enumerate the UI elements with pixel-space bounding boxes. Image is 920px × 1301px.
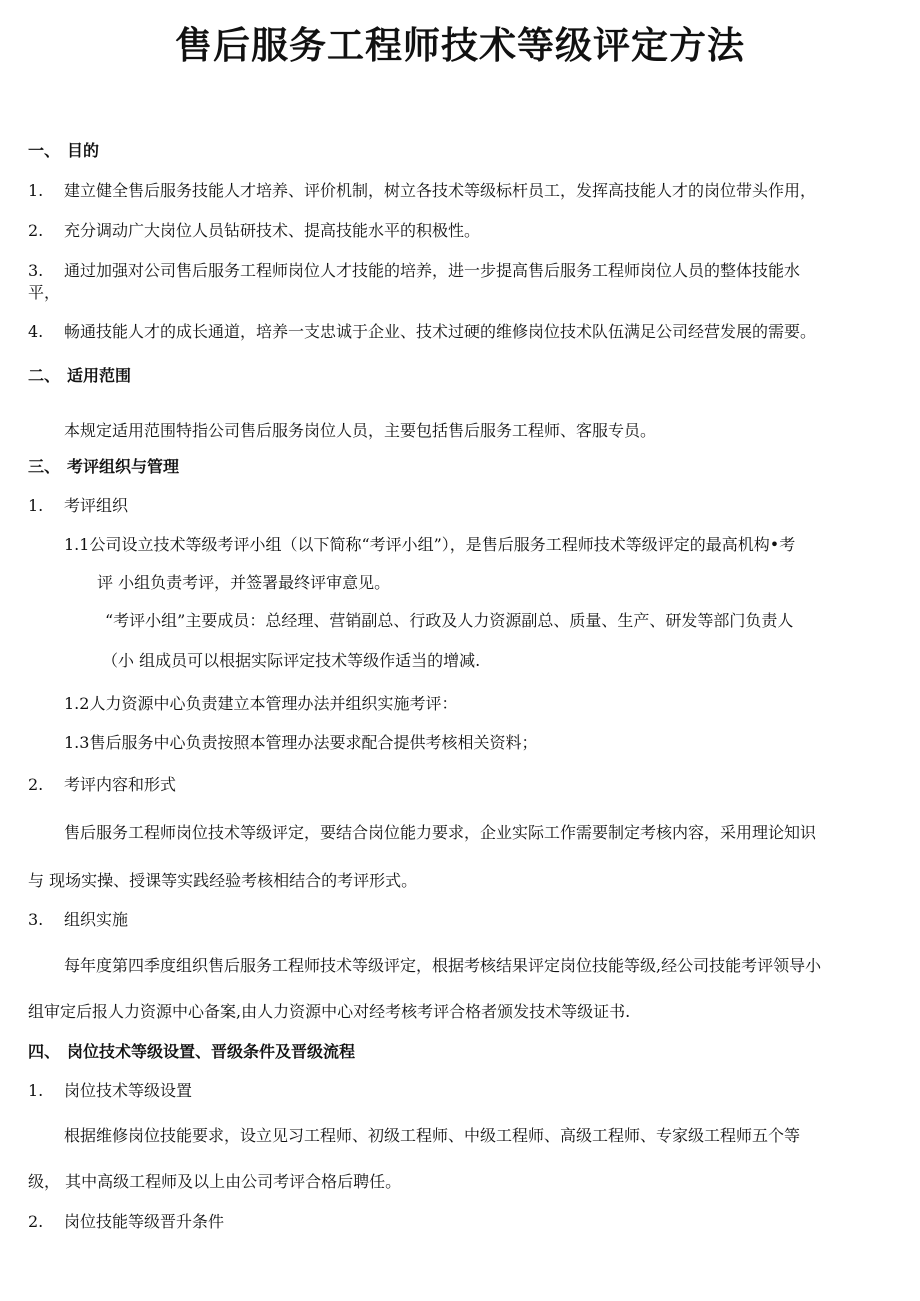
subsection-number: 2.: [28, 1212, 44, 1231]
subsection-title: 岗位技术等级设置: [64, 1081, 193, 1100]
section-2-paragraph: 本规定适用范围特指公司售后服务岗位人员，主要包括售后服务工程师、客服专员。: [64, 421, 657, 440]
list-item-number: 2.: [28, 221, 44, 240]
subsection-heading: [28, 1081, 192, 1101]
clause-1-1-line: 1.1公司设立技术等级考评小组（以下简称“考评小组”），是售后服务工程师技术等级评定的最高机构•考: [64, 535, 796, 554]
section-4-heading: [28, 1042, 355, 1062]
section-1-title: 目的: [67, 141, 100, 160]
list-item-text: 畅通技能人才的成长通道，培养一支忠诚于企业、技术过硬的维修岗位技术队伍满足公司经营发展的需要。: [64, 322, 817, 341]
subsection-heading: [28, 496, 128, 516]
list-item-continuation: 平，: [28, 283, 61, 302]
list-item-number: 4.: [28, 322, 44, 341]
paragraph-line: 售后服务工程师岗位技术等级评定，要结合岗位能力要求，企业实际工作需要制定考核内容，采用理论知识: [64, 823, 817, 842]
subsection-number: 1.: [28, 1081, 44, 1100]
page-title: 售后服务工程师技术等级评定方法: [175, 24, 745, 67]
subsection-title: 岗位技能等级晋升条件: [64, 1212, 225, 1231]
paragraph-line: 与 现场实操、授课等实践经验考核相结合的考评形式。: [28, 871, 418, 890]
section-2-title: 适用范围: [67, 366, 132, 385]
subsection-title: 组织实施: [64, 910, 129, 929]
clause-1-1-line: 评 小组负责考评，并签署最终评审意见。: [97, 573, 391, 592]
subsection-number: 2.: [28, 775, 44, 794]
list-item-number: 1.: [28, 181, 44, 200]
list-item-text: 通过加强对公司售后服务工程师岗位人才技能的培养，进一步提高售后服务工程师岗位人员的整体技能水: [64, 261, 801, 280]
section-1-number: 一、: [28, 141, 61, 160]
list-item-text: 建立健全售后服务技能人才培养、评价机制，树立各技术等级标杆员工，发挥高技能人才的岗位带头作用，: [64, 181, 817, 200]
clause-1-2: 1.2人力资源中心负责建立本管理办法并组织实施考评：: [64, 694, 458, 713]
paragraph-line: 每年度第四季度组织售后服务工程师技术等级评定，根据考核结果评定岗位技能等级,经公司技能考评领导小: [64, 956, 822, 975]
members-line: “考评小组”主要成员：总经理、营销副总、行政及人力资源副总、质量、生产、研发等部门负责人: [105, 611, 794, 630]
section-2-number: 二、: [28, 366, 61, 385]
section-4-number: 四、: [28, 1042, 61, 1061]
section-1-heading: [28, 141, 99, 161]
list-item: [28, 322, 816, 342]
section-3-heading: [28, 457, 179, 477]
subsection-heading: [28, 1212, 224, 1232]
members-line: （小 组成员可以根据实际评定技术等级作适当的增减.: [102, 651, 481, 670]
section-3-number: 三、: [28, 457, 61, 476]
subsection-number: 1.: [28, 496, 44, 515]
subsection-title: 考评组织: [64, 496, 129, 515]
list-item: [28, 181, 816, 201]
section-2-heading: [28, 366, 131, 386]
paragraph-line: 根据维修岗位技能要求，设立见习工程师、初级工程师、中级工程师、高级工程师、专家级工程师五个等: [64, 1126, 801, 1145]
subsection-heading: [28, 775, 176, 795]
list-item-number: 3.: [28, 261, 44, 280]
list-item-text: 充分调动广大岗位人员钻研技术、提高技能水平的积极性。: [64, 221, 481, 240]
clause-1-3: 1.3售后服务中心负责按照本管理办法要求配合提供考核相关资料；: [64, 733, 538, 752]
list-item: [28, 221, 480, 241]
paragraph-line: 组审定后报人力资源中心备案,由人力资源中心对经考核考评合格者颁发技术等级证书.: [28, 1002, 631, 1021]
list-item: [28, 261, 800, 281]
section-3-title: 考评组织与管理: [67, 457, 180, 476]
paragraph-line: 级， 其中高级工程师及以上由公司考评合格后聘任。: [28, 1172, 402, 1191]
subsection-heading: [28, 910, 128, 930]
section-4-title: 岗位技术等级设置、晋级条件及晋级流程: [67, 1042, 356, 1061]
subsection-title: 考评内容和形式: [64, 775, 177, 794]
subsection-number: 3.: [28, 910, 44, 929]
